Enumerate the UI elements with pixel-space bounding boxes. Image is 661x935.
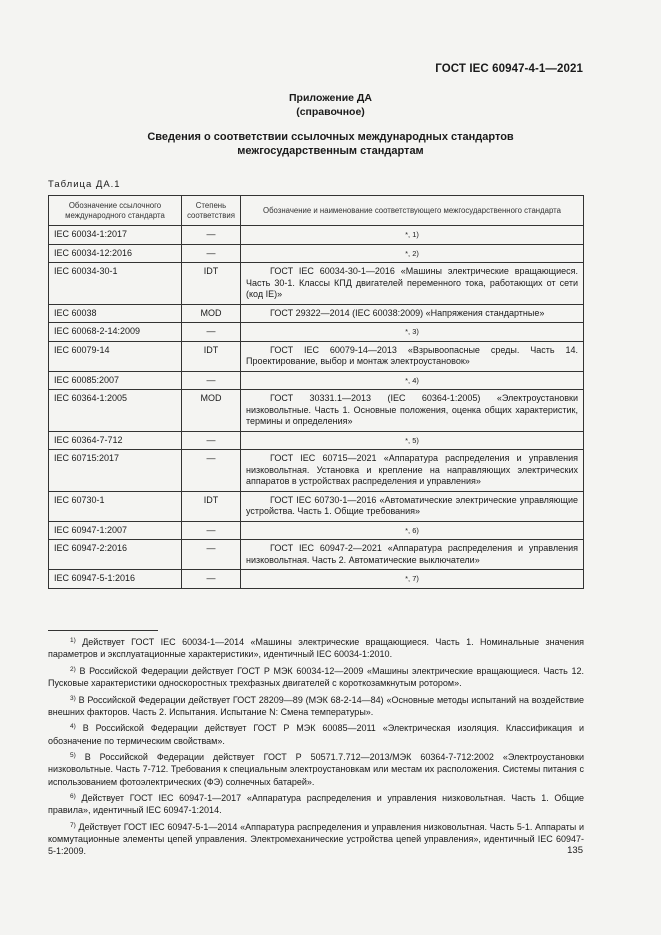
header-degree: Степень соответствия (182, 196, 241, 226)
interstate-standard-text: *, 2) (405, 248, 419, 258)
interstate-standard-cell (241, 341, 584, 371)
table-row (49, 323, 584, 342)
footnote-mark: 5) (70, 752, 76, 760)
interstate-standard-cell (241, 491, 584, 521)
table-row (49, 341, 584, 371)
interstate-standard-text: ГОСТ IEC 60947-2—2021 «Аппаратура распределения и управления низковольтная. Часть 2. Автоматические выключатели» (246, 543, 578, 565)
table-caption: Таблица ДА.1 (48, 179, 121, 190)
table-body (49, 226, 584, 589)
footnote-text: Действует ГОСТ IEC 60947-5-1—2014 «Аппаратура распределения и управления низковольтная. Часть 5-1. Аппараты и коммутационные элементы цепей управления. Электромеханические устройства цепей управления», идентичный IEC 60947-5-1:2009. (48, 821, 584, 857)
interstate-standard-text: *, 5) (405, 435, 419, 445)
interstate-standard-cell (241, 323, 584, 342)
degree-cell: IDT (182, 341, 241, 371)
correspondence-table (48, 195, 584, 589)
footnote-mark: 1) (70, 637, 76, 644)
table-row (49, 244, 584, 263)
header-reference-standard: Обозначение ссылочного международного стандарта (49, 196, 182, 226)
interstate-standard-text: ГОСТ 30331.1—2013 (IEC 60364-1:2005) «Электроустановки низковольтные. Часть 1. Основные положения, оценка общих характеристик, термины и определения» (246, 393, 578, 426)
interstate-standard-text: *, 4) (405, 375, 419, 385)
footnotes (48, 635, 584, 861)
footnote-mark: 2) (70, 665, 76, 673)
section-title-line2: межгосударственным стандартам (237, 145, 424, 157)
interstate-standard-cell (241, 390, 584, 432)
reference-standard-cell: IEC 60364-1:2005 (49, 390, 182, 432)
footnote-item (48, 721, 584, 746)
interstate-standard-text: ГОСТ IEC 60034-30-1—2016 «Машины электрические вращающиеся. Часть 30-1. Классы КПД двигателей переменного тока, работающих от сети (код IE)» (246, 266, 578, 299)
table-row (49, 570, 584, 589)
table-row (49, 521, 584, 540)
degree-cell: — (182, 244, 241, 263)
degree-cell: — (182, 371, 241, 390)
interstate-standard-cell (241, 371, 584, 390)
degree-cell: — (182, 431, 241, 450)
reference-standard-cell: IEC 60038 (49, 304, 182, 323)
interstate-standard-text: ГОСТ IEC 60730-1—2016 «Автоматические электрические управляющие устройства. Часть 1. Общие требования» (246, 494, 578, 516)
footnote-item (48, 791, 584, 816)
reference-standard-cell: IEC 60085:2007 (49, 371, 182, 390)
reference-standard-cell: IEC 60715:2017 (49, 450, 182, 492)
footnote-text: В Российской Федерации действует ГОСТ Р МЭК 60085—2011 «Электрическая изоляция. Классификация и обозначение по термическим свойствам». (48, 723, 584, 746)
footnote-item (48, 664, 584, 689)
footnote-item (48, 635, 584, 660)
section-title-line1: Сведения о соответствии ссылочных международных стандартов (147, 131, 514, 143)
footnote-item (48, 820, 584, 858)
degree-cell: — (182, 570, 241, 589)
footnote-mark: 7) (70, 821, 76, 829)
table-header-row (49, 196, 584, 226)
interstate-standard-text: ГОСТ 29322—2014 (IEC 60038:2009) «Напряжения стандартные» (270, 307, 545, 318)
footnote-divider (48, 630, 158, 631)
degree-cell: — (182, 540, 241, 570)
footnote-text: Действует ГОСТ IEC 60947-1—2017 «Аппаратура распределения и управления низковольтная. Часть 1. Общие правила», идентичный IEC 60947-1:2014. (48, 793, 584, 816)
degree-cell: IDT (182, 263, 241, 305)
annex-title: Приложение ДА (289, 92, 372, 104)
table-row (49, 450, 584, 492)
interstate-standard-cell (241, 450, 584, 492)
reference-standard-cell: IEC 60947-1:2007 (49, 521, 182, 540)
reference-standard-cell: IEC 60079-14 (49, 341, 182, 371)
degree-cell: — (182, 226, 241, 245)
footnote-mark: 3) (70, 694, 76, 702)
footnote-item (48, 750, 584, 788)
reference-standard-cell: IEC 60068-2-14:2009 (49, 323, 182, 342)
page-number: 135 (567, 845, 583, 856)
interstate-standard-cell (241, 540, 584, 570)
reference-standard-cell: IEC 60947-2:2016 (49, 540, 182, 570)
table-row (49, 431, 584, 450)
table-row (49, 540, 584, 570)
footnote-text: В Российской Федерации действует ГОСТ Р МЭК 60034-12—2009 «Машины электрические вращающиеся. Часть 12. Пусковые характеристики односкоростных трехфазных двигателей с короткозамкнутым ротором». (48, 665, 584, 688)
degree-cell: IDT (182, 491, 241, 521)
footnote-text: Действует ГОСТ IEC 60034-1—2014 «Машины электрические вращающиеся. Часть 1. Номинальные значения параметров и эксплуатационные характеристики», идентичный IEC 60034-1:2010. (48, 637, 584, 660)
table-row (49, 390, 584, 432)
degree-cell: MOD (182, 390, 241, 432)
degree-cell: — (182, 323, 241, 342)
reference-standard-cell: IEC 60034-12:2016 (49, 244, 182, 263)
interstate-standard-text: ГОСТ IEC 60715—2021 «Аппаратура распределения и управления низковольтная. Установка и крепление на направляющих электрических аппаратов в устройствах распределения и управления» (246, 453, 578, 486)
footnote-item (48, 693, 584, 718)
table-row (49, 263, 584, 305)
interstate-standard-cell (241, 431, 584, 450)
degree-cell: MOD (182, 304, 241, 323)
interstate-standard-text: *, 3) (405, 327, 419, 336)
interstate-standard-text: *, 7) (405, 574, 419, 583)
annex-subtitle: (справочное) (296, 106, 365, 118)
header-interstate-standard: Обозначение и наименование соответствующего межгосударственного стандарта (241, 196, 584, 226)
reference-standard-cell: IEC 60034-30-1 (49, 263, 182, 305)
interstate-standard-cell (241, 244, 584, 263)
table-row (49, 371, 584, 390)
footnote-text: В Российской Федерации действует ГОСТ Р 50571.7.712—2013/МЭК 60364-7-712:2002 «Электроустановки низковольтные. Часть 7-712. Требования к специальным электроустановкам или местам их расположения. Системы питания с использованием фотоэлектрических (ФЭ) солнечных батарей». (48, 752, 584, 787)
footnote-mark: 4) (70, 723, 76, 731)
reference-standard-cell: IEC 60034-1:2017 (49, 226, 182, 245)
footnote-text: В Российской Федерации действует ГОСТ 28209—89 (МЭК 68-2-14—84) «Основные методы испытаний на воздействие внешних факторов. Часть 2. Испытания. Испытание N: Смена температуры». (48, 694, 584, 717)
table-row (49, 491, 584, 521)
table-row (49, 304, 584, 323)
interstate-standard-cell (241, 304, 584, 323)
degree-cell: — (182, 450, 241, 492)
interstate-standard-text: ГОСТ IEC 60079-14—2013 «Взрывоопасные среды. Часть 14. Проектирование, выбор и монтаж электроустановок» (246, 344, 578, 366)
interstate-standard-text: *, 1) (405, 230, 419, 239)
footnote-mark: 6) (70, 793, 76, 801)
reference-standard-cell: IEC 60730-1 (49, 491, 182, 521)
interstate-standard-text: *, 6) (405, 525, 419, 535)
interstate-standard-cell (241, 226, 584, 245)
document-code: ГОСТ IEC 60947-4-1—2021 (435, 63, 583, 75)
interstate-standard-cell (241, 263, 584, 305)
section-title (0, 130, 661, 158)
table-row (49, 226, 584, 245)
degree-cell: — (182, 521, 241, 540)
interstate-standard-cell (241, 521, 584, 540)
reference-standard-cell: IEC 60947-5-1:2016 (49, 570, 182, 589)
interstate-standard-cell (241, 570, 584, 589)
reference-standard-cell: IEC 60364-7-712 (49, 431, 182, 450)
